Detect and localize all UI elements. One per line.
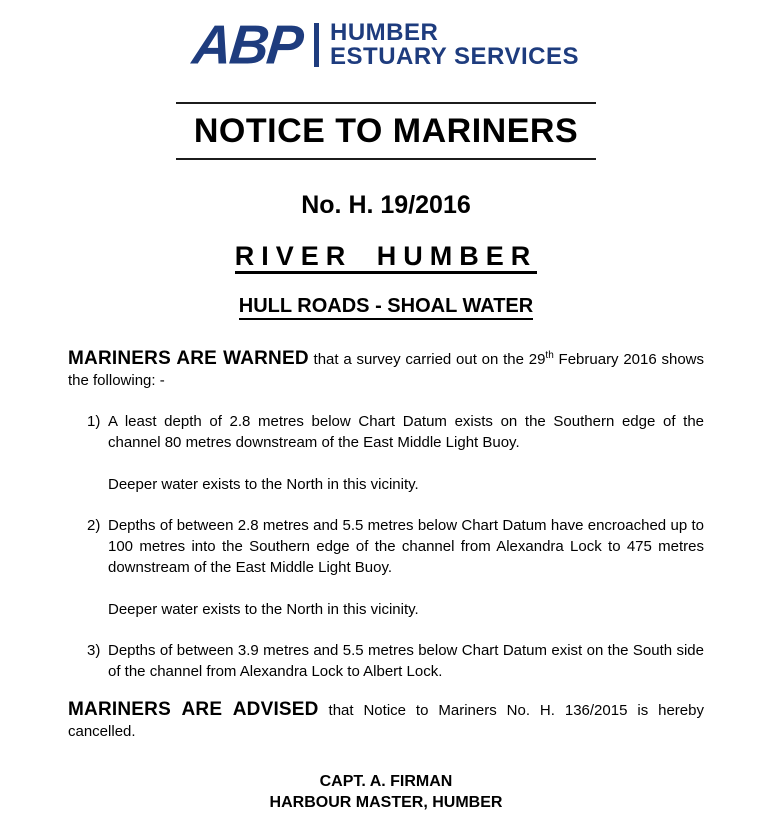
notice-number: No. H. 19/2016 [301, 191, 471, 219]
list-item-2 [68, 515, 704, 620]
item-3-number: 3) [87, 642, 101, 659]
warned-lead: MARINERS ARE WARNED [68, 348, 309, 369]
warned-date-superscript: th [545, 350, 554, 361]
warned-text-pre: that a survey carried out on the 29 [308, 351, 546, 368]
warned-text-post: February 2016 shows the following: - [68, 351, 704, 389]
item-2-text: Depths of between 2.8 metres and 5.5 metres below Chart Datum have encroached up to 100 metres into the Southern edge of the channel from Alexandra Lock to 475 metres downstream of the East Middle Light Buoy. [108, 517, 704, 576]
abp-logo [68, 14, 704, 76]
list-item-3 [68, 640, 704, 682]
title-rule-bottom [176, 158, 596, 160]
numbered-list [68, 411, 704, 682]
signatory-title: HARBOUR MASTER, HUMBER [269, 794, 503, 811]
subject-title: HULL ROADS - SHOAL WATER [239, 295, 533, 320]
subject-title-wrap [68, 295, 704, 320]
page-title: NOTICE TO MARINERS [193, 112, 579, 150]
abp-logo-mark: ABP [189, 14, 305, 76]
signature-block [68, 771, 704, 813]
warned-paragraph [68, 348, 704, 391]
item-1-number: 1) [87, 413, 101, 430]
item-2-note: Deeper water exists to the North in this vicinity. [108, 601, 419, 618]
signatory-name: CAPT. A. FIRMAN [319, 773, 453, 790]
title-rule-top [176, 102, 596, 104]
item-2-number: 2) [87, 517, 101, 534]
river-title-wrap [68, 242, 704, 274]
item-3-text: Depths of between 3.9 metres and 5.5 metres below Chart Datum exist on the South side of the channel from Alexandra Lock to Albert Lock. [108, 642, 704, 680]
logo-divider [314, 23, 319, 67]
advised-lead: MARINERS ARE ADVISED [68, 699, 319, 720]
river-title: RIVER HUMBER [235, 242, 538, 274]
item-1-text: A least depth of 2.8 metres below Chart Datum exists on the Southern edge of the channel 80 metres downstream of the East Middle Light Buoy. [108, 413, 704, 451]
item-1-note: Deeper water exists to the North in this vicinity. [108, 476, 419, 493]
list-item-1 [68, 411, 704, 495]
logo-org-line1: HUMBER [330, 19, 439, 46]
advised-paragraph [68, 699, 704, 742]
advised-text: that Notice to Mariners No. H. 136/2015 is hereby cancelled. [68, 702, 704, 740]
logo-org-line2: ESTUARY SERVICES [330, 43, 579, 70]
title-block [68, 102, 704, 160]
logo-org-name [330, 21, 579, 69]
